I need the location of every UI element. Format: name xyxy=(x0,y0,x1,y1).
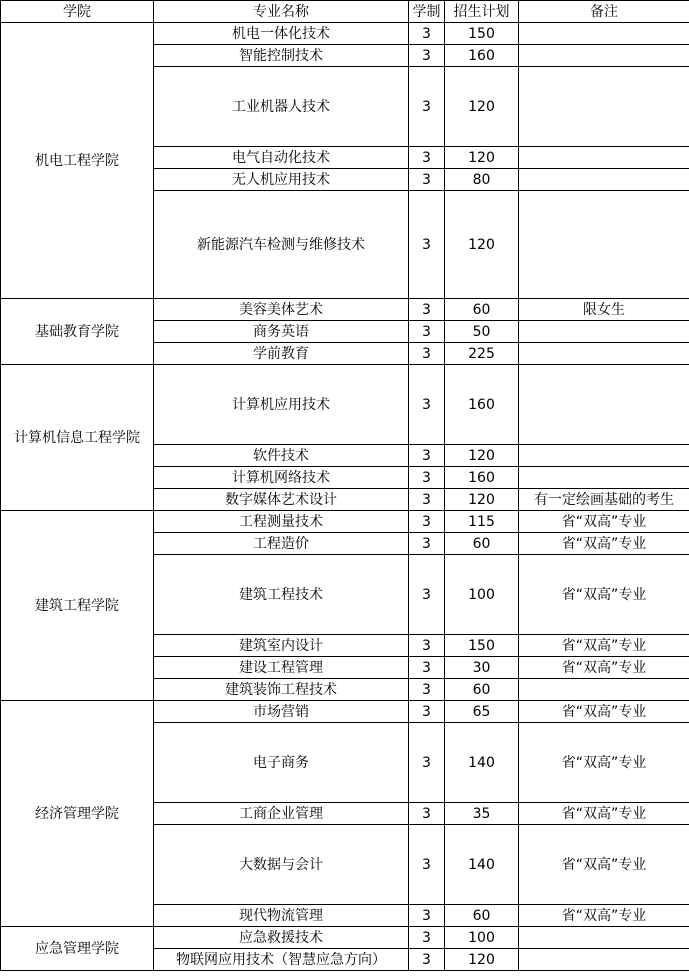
enrollment-plan: 150 xyxy=(445,23,519,45)
major-name: 机电一体化技术 xyxy=(154,23,409,45)
header-major: 专业名称 xyxy=(154,1,409,23)
study-years: 3 xyxy=(409,489,445,511)
enrollment-plan: 120 xyxy=(445,489,519,511)
major-name: 建设工程管理 xyxy=(154,657,409,679)
study-years: 3 xyxy=(409,343,445,365)
enrollment-plan: 120 xyxy=(445,191,519,299)
major-name: 工程造价 xyxy=(154,533,409,555)
major-name: 智能控制技术 xyxy=(154,45,409,67)
remark: 省“双高”专业 xyxy=(519,635,689,657)
major-name: 商务英语 xyxy=(154,321,409,343)
remark xyxy=(519,679,689,701)
enrollment-plan: 160 xyxy=(445,45,519,67)
college-name: 机电工程学院 xyxy=(1,23,154,299)
study-years: 3 xyxy=(409,45,445,67)
remark: 限女生 xyxy=(519,299,689,321)
study-years: 3 xyxy=(409,147,445,169)
enrollment-plan: 35 xyxy=(445,803,519,825)
enrollment-plan: 160 xyxy=(445,467,519,489)
major-name: 工业机器人技术 xyxy=(154,67,409,147)
remark xyxy=(519,365,689,445)
study-years: 3 xyxy=(409,511,445,533)
study-years: 3 xyxy=(409,679,445,701)
enrollment-plan: 120 xyxy=(445,949,519,971)
header-years: 学制 xyxy=(409,1,445,23)
study-years: 3 xyxy=(409,365,445,445)
major-name: 电气自动化技术 xyxy=(154,147,409,169)
study-years: 3 xyxy=(409,321,445,343)
enrollment-plan: 80 xyxy=(445,169,519,191)
remark xyxy=(519,23,689,45)
study-years: 3 xyxy=(409,67,445,147)
enrollment-plan: 100 xyxy=(445,927,519,949)
table-body xyxy=(1,23,689,971)
major-name: 建筑工程技术 xyxy=(154,555,409,635)
header-note: 备注 xyxy=(519,1,689,23)
college-name: 应急管理学院 xyxy=(1,927,154,971)
remark xyxy=(519,445,689,467)
remark xyxy=(519,467,689,489)
remark xyxy=(519,147,689,169)
header-row xyxy=(1,1,689,23)
remark: 省“双高”专业 xyxy=(519,825,689,905)
major-name: 市场营销 xyxy=(154,701,409,723)
enrollment-plan: 100 xyxy=(445,555,519,635)
college-name: 建筑工程学院 xyxy=(1,511,154,701)
remark xyxy=(519,191,689,299)
study-years: 3 xyxy=(409,299,445,321)
enrollment-plan: 30 xyxy=(445,657,519,679)
table-row xyxy=(1,511,689,533)
remark: 省“双高”专业 xyxy=(519,511,689,533)
major-name: 电子商务 xyxy=(154,723,409,803)
major-name: 工程测量技术 xyxy=(154,511,409,533)
major-name: 美容美体艺术 xyxy=(154,299,409,321)
study-years: 3 xyxy=(409,657,445,679)
major-name: 数字媒体艺术设计 xyxy=(154,489,409,511)
enrollment-plan: 60 xyxy=(445,533,519,555)
major-name: 新能源汽车检测与维修技术 xyxy=(154,191,409,299)
enrollment-plan: 60 xyxy=(445,679,519,701)
study-years: 3 xyxy=(409,467,445,489)
major-name: 工商企业管理 xyxy=(154,803,409,825)
table-row xyxy=(1,927,689,949)
table-row xyxy=(1,299,689,321)
study-years: 3 xyxy=(409,927,445,949)
college-name: 基础教育学院 xyxy=(1,299,154,365)
enrollment-plan: 115 xyxy=(445,511,519,533)
table-row xyxy=(1,365,689,445)
study-years: 3 xyxy=(409,803,445,825)
remark: 省“双高”专业 xyxy=(519,533,689,555)
college-name: 经济管理学院 xyxy=(1,701,154,927)
enrollment-plan: 60 xyxy=(445,299,519,321)
major-name: 计算机应用技术 xyxy=(154,365,409,445)
study-years: 3 xyxy=(409,723,445,803)
study-years: 3 xyxy=(409,949,445,971)
table-row xyxy=(1,701,689,723)
major-name: 现代物流管理 xyxy=(154,905,409,927)
enrollment-plan: 120 xyxy=(445,67,519,147)
study-years: 3 xyxy=(409,169,445,191)
remark: 省“双高”专业 xyxy=(519,723,689,803)
major-name: 建筑室内设计 xyxy=(154,635,409,657)
study-years: 3 xyxy=(409,23,445,45)
remark: 省“双高”专业 xyxy=(519,905,689,927)
major-name: 计算机网络技术 xyxy=(154,467,409,489)
major-name: 物联网应用技术（智慧应急方向） xyxy=(154,949,409,971)
remark xyxy=(519,949,689,971)
study-years: 3 xyxy=(409,533,445,555)
study-years: 3 xyxy=(409,445,445,467)
major-name: 建筑装饰工程技术 xyxy=(154,679,409,701)
major-name: 软件技术 xyxy=(154,445,409,467)
enrollment-plan: 150 xyxy=(445,635,519,657)
major-name: 学前教育 xyxy=(154,343,409,365)
remark xyxy=(519,67,689,147)
enrollment-plan: 120 xyxy=(445,147,519,169)
table-row xyxy=(1,23,689,45)
remark: 省“双高”专业 xyxy=(519,657,689,679)
study-years: 3 xyxy=(409,701,445,723)
remark: 省“双高”专业 xyxy=(519,555,689,635)
remark xyxy=(519,321,689,343)
remark xyxy=(519,169,689,191)
major-name: 无人机应用技术 xyxy=(154,169,409,191)
enrollment-plan: 225 xyxy=(445,343,519,365)
enrollment-plan: 50 xyxy=(445,321,519,343)
major-name: 大数据与会计 xyxy=(154,825,409,905)
remark xyxy=(519,343,689,365)
remark xyxy=(519,927,689,949)
remark: 省“双高”专业 xyxy=(519,803,689,825)
enrollment-plan: 60 xyxy=(445,905,519,927)
remark: 省“双高”专业 xyxy=(519,701,689,723)
remark xyxy=(519,45,689,67)
enrollment-plan: 140 xyxy=(445,723,519,803)
study-years: 3 xyxy=(409,825,445,905)
study-years: 3 xyxy=(409,905,445,927)
header-plan: 招生计划 xyxy=(445,1,519,23)
college-name: 计算机信息工程学院 xyxy=(1,365,154,511)
study-years: 3 xyxy=(409,555,445,635)
study-years: 3 xyxy=(409,635,445,657)
header-college: 学院 xyxy=(1,1,154,23)
enrollment-plan: 140 xyxy=(445,825,519,905)
enrollment-plan: 160 xyxy=(445,365,519,445)
enrollment-plan: 65 xyxy=(445,701,519,723)
major-name: 应急救援技术 xyxy=(154,927,409,949)
enrollment-plan: 120 xyxy=(445,445,519,467)
study-years: 3 xyxy=(409,191,445,299)
remark: 有一定绘画基础的考生 xyxy=(519,489,689,511)
